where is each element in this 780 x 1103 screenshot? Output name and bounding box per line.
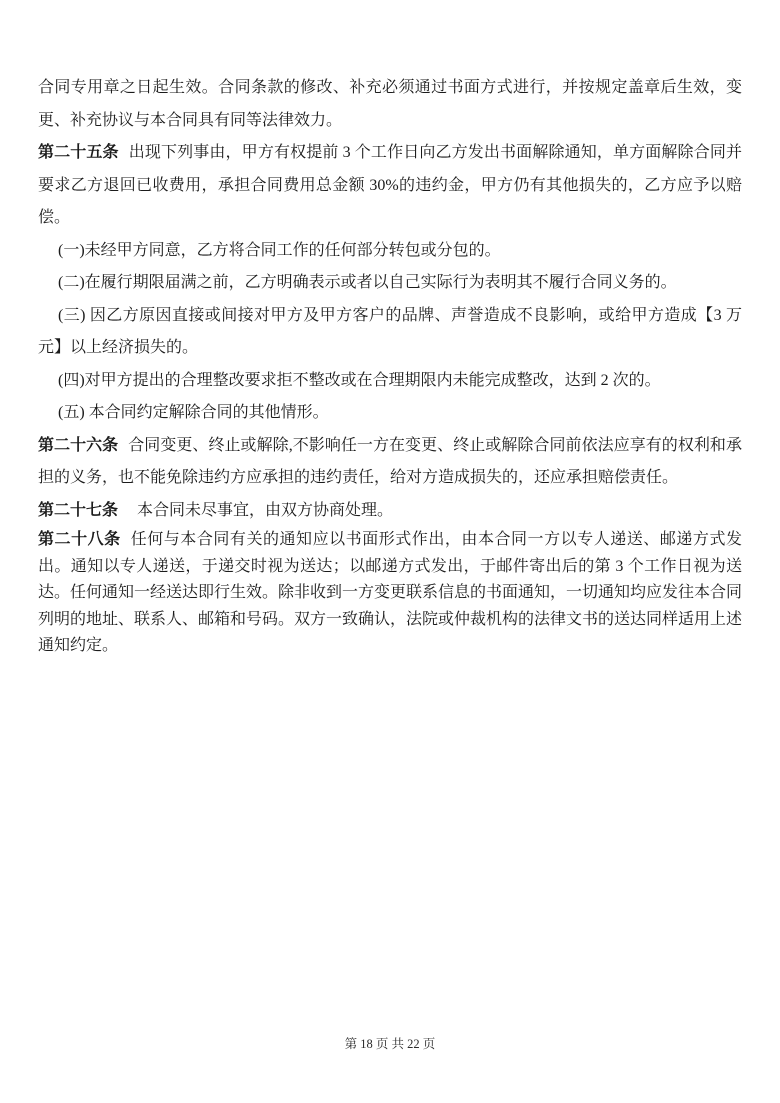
clause-item-5: (五) 本合同约定解除合同的其他情形。 <box>58 404 329 421</box>
clause-item-1: (一)未经甲方同意，乙方将合同工作的任何部分转包或分包的。 <box>58 241 501 259</box>
article-27 <box>38 495 742 528</box>
document-content <box>38 72 742 660</box>
clause-item-3: (三) 因乙方原因直接或间接对甲方及甲方客户的品牌、声誉造成不良影响，或给甲方造成【3 万元】以上经济损失的。 <box>38 306 742 356</box>
article-26-body: 合同变更、终止或解除,不影响任一方在变更、终止或解除合同前依法应享有的权利和承担的义务，也不能免除违约方应承担的违约责任，给对方造成损失的，还应承担赔偿责任。 <box>38 436 742 486</box>
paragraph-continuation: 合同专用章之日起生效。合同条款的修改、补充必须通过书面方式进行，并按规定盖章后生效，变更、补充协议与本合同具有同等法律效力。 <box>38 79 742 129</box>
article-28 <box>38 527 742 660</box>
page-footer <box>0 1035 780 1053</box>
article-27-number: 第二十七条 <box>38 501 119 519</box>
page-number: 第 18 页 共 22 页 <box>344 1037 436 1051</box>
article-25-body: 出现下列事由，甲方有权提前 3 个工作日向乙方发出书面解除通知，单方面解除合同并要求乙方退回已收费用，承担合同费用总金额 30%的违约金，甲方仍有其他损失的，乙方应予以赔偿。 <box>38 144 742 226</box>
article-27-body: 本合同未尽事宜，由双方协商处理。 <box>137 501 394 519</box>
article-25 <box>38 137 742 235</box>
article-26-number: 第二十六条 <box>38 436 119 454</box>
clause-item-4: (四)对甲方提出的合理整改要求拒不整改或在合理期限内未能完成整改，达到 2 次的。 <box>58 371 661 389</box>
article-26 <box>38 430 742 495</box>
clause-item-2: (二)在履行期限届满之前，乙方明确表示或者以自己实际行为表明其不履行合同义务的。 <box>58 274 677 291</box>
article-25-number: 第二十五条 <box>38 144 119 161</box>
article-28-body: 任何与本合同有关的通知应以书面形式作出，由本合同一方以专人递送、邮递方式发出。通知以专人递送，于递交时视为送达；以邮递方式发出，于邮件寄出后的第 3 个工作日视为送达。任何通知一经送达即行生效。除非收到一方变更联系信息的书面通知，一切通知均应发往本合同列明的地址、联系人、邮箱和号码。双方一致确认，法院或仲裁机构的法律文书的送达同样适用上述通知约定。 <box>38 531 743 654</box>
article-28-number: 第二十八条 <box>38 531 121 548</box>
